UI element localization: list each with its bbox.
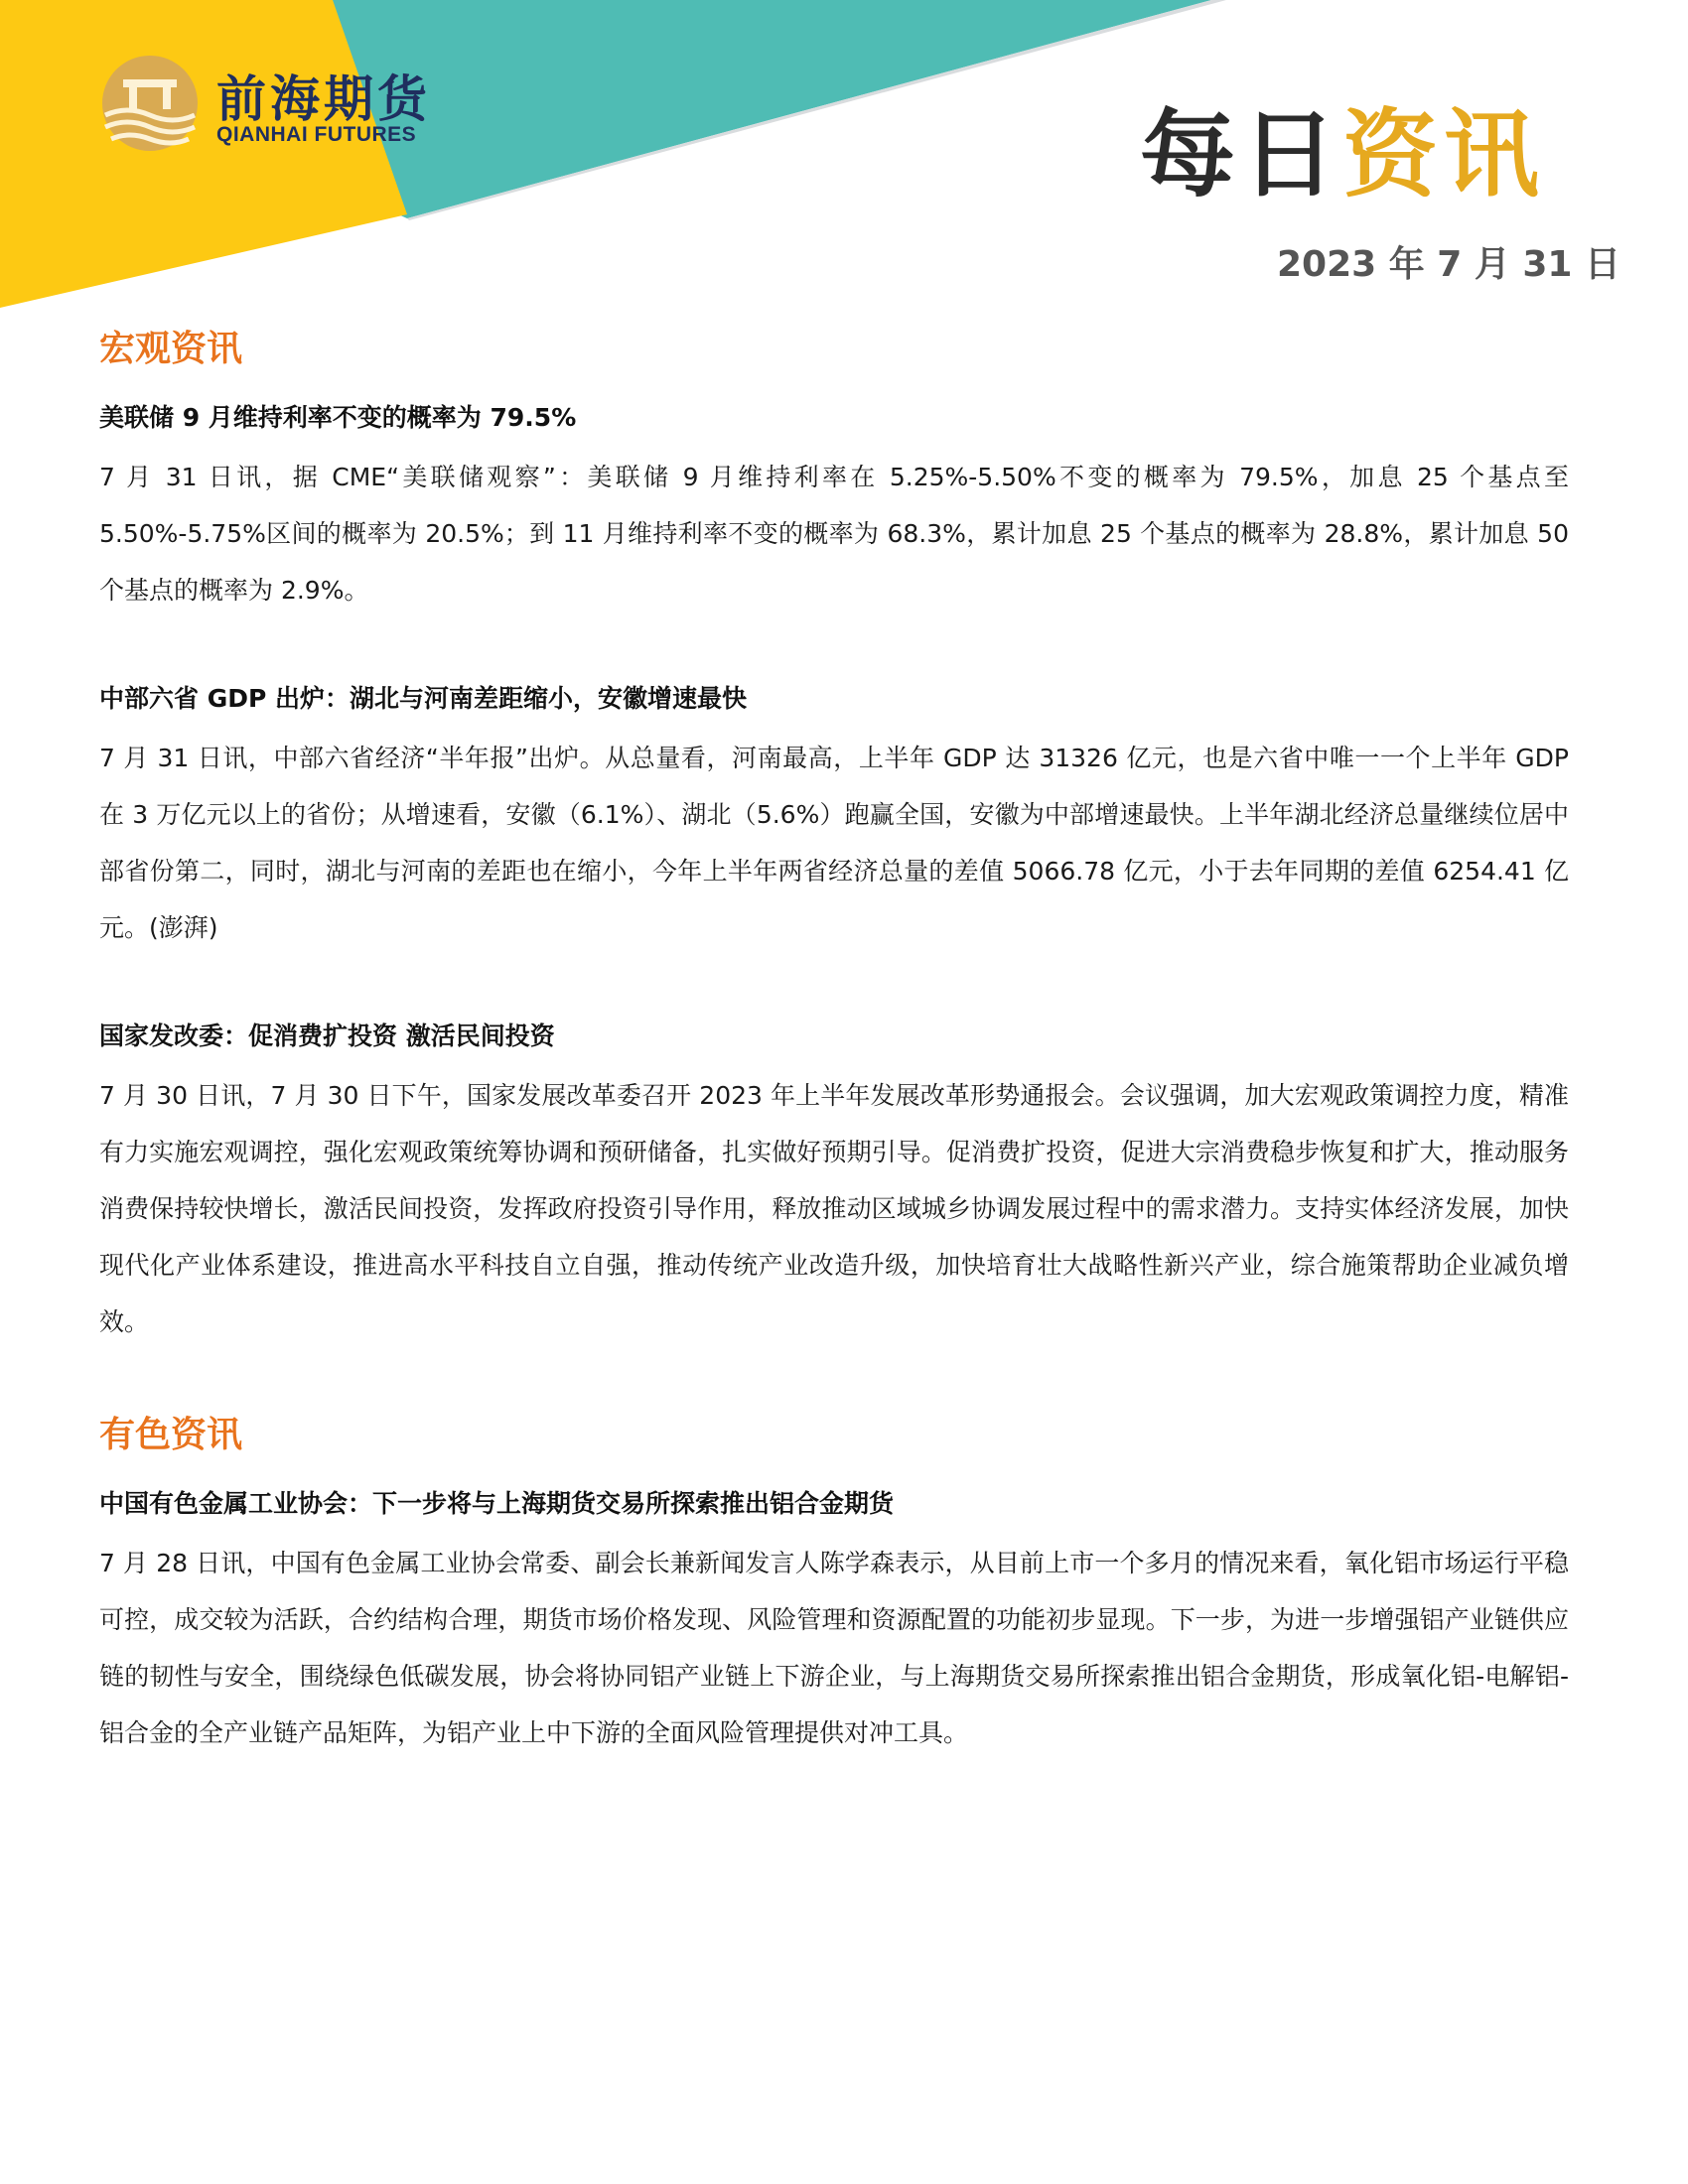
article-title: 中部六省 GDP 出炉：湖北与河南差距缩小，安徽增速最快 [99,684,748,713]
content [99,328,1569,1825]
logo-icon [95,54,205,153]
page-title [1140,99,1545,210]
article-body: 7 月 31 日讯，中部六省经济“半年报”出炉。从总量看，河南最高，上半年 GDP 达 31326 亿元，也是六省中唯一一个上半年 GDP 在 3 万亿元以上的省份；从增速看，安徽（6.1%）、湖北（5.6%）跑赢全国，安徽为中部增速最快。上半年湖北经济总量继续位居中部省份第二，同时，湖北与河南的差距也在缩小，今年上半年两省经济总量的差值 5066.78 亿元，小于去年同期的差值 6254.41 亿元。(澎湃) [99,744,1569,942]
logo-text-en: QIANHAI FUTURES [216,123,417,146]
banner-yellow-band [0,0,407,308]
article [99,682,1569,956]
article [99,1487,1569,1761]
page-title-part1: 每日 [1140,99,1342,210]
section-nonferrous [99,1414,1569,1761]
section-title: 宏观资讯 [99,329,243,369]
article-body: 7 月 28 日讯，中国有色金属工业协会常委、副会长兼新闻发言人陈学森表示，从目前上市一个多月的情况来看，氧化铝市场运行平稳可控，成交较为活跃，合约结构合理，期货市场价格发现、风险管理和资源配置的功能初步显现。下一步，为进一步增强铝产业链供应链的韧性与安全，围绕绿色低碳发展，协会将协同铝产业链上下游企业，与上海期货交易所探索推出铝合金期货，形成氧化铝-电解铝-铝合金的全产业链产品矩阵，为铝产业上中下游的全面风险管理提供对冲工具。 [99,1549,1569,1747]
section-title: 有色资讯 [99,1415,243,1455]
article-body: 7 月 30 日讯，7 月 30 日下午，国家发展改革委召开 2023 年上半年发展改革形势通报会。会议强调，加大宏观政策调控力度，精准有力实施宏观调控，强化宏观政策统筹协调和预研储备，扎实做好预期引导。促消费扩投资，促进大宗消费稳步恢复和扩大，推动服务消费保持较快增长，激活民间投资，发挥政府投资引导作用，释放推动区域城乡协调发展过程中的需求潜力。支持实体经济发展，加快现代化产业体系建设，推进高水平科技自立自强，推动传统产业改造升级，加快培育壮大战略性新兴产业，综合施策帮助企业减负增效。 [99,1081,1569,1336]
article-title: 美联储 9 月维持利率不变的概率为 79.5% [99,403,577,432]
article [99,401,1569,618]
article [99,1020,1569,1350]
publish-date: 2023 年 7 月 31 日 [1276,244,1620,285]
article-body: 7 月 31 日讯，据 CME“美联储观察”：美联储 9 月维持利率在 5.25%-5.50%不变的概率为 79.5%，加息 25 个基点至 5.50%-5.75%区间的概率为 20.5%；到 11 月维持利率不变的概率为 68.3%，累计加息 25 个基点的概率为 28.8%，累计加息 50 个基点的概率为 2.9%。 [99,463,1569,605]
page-title-part2: 资讯 [1342,99,1545,210]
banner-teal-band [328,0,1211,218]
article-title: 中国有色金属工业协会：下一步将与上海期货交易所探索推出铝合金期货 [99,1489,895,1518]
section-macro [99,328,1569,1350]
logo-text-cn: 前海期货 [216,69,431,128]
article-title: 国家发改委：促消费扩投资 激活民间投资 [99,1022,555,1050]
